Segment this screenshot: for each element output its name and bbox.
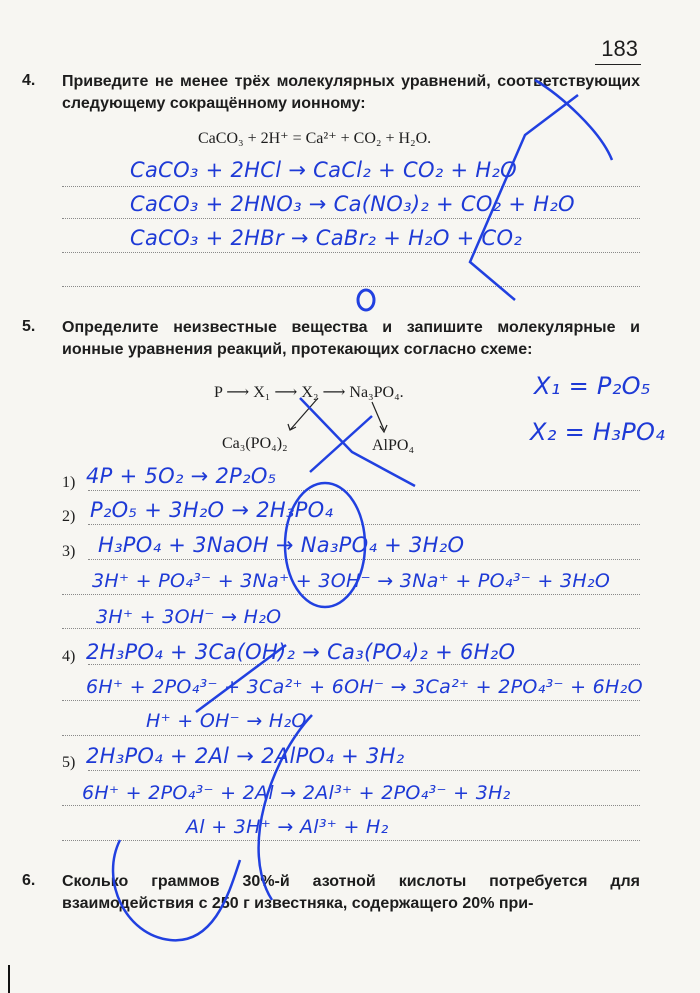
reaction-label-1: 1) <box>62 474 76 491</box>
reaction-4-molecular: 2H₃PO₄ + 3Ca(OH)₂ → Ca₃(PO₄)₂ + 6H₂O <box>86 640 516 664</box>
task-4-answer-2: CaCO₃ + 2HNO₃ → Ca(NO₃)₂ + CO₂ + H₂O <box>130 192 575 216</box>
reaction-4-ionic-short: H⁺ + OH⁻ → H₂O <box>146 710 307 732</box>
ink-circle-small <box>358 290 374 310</box>
ink-oval <box>285 483 365 607</box>
ink-scribble <box>113 840 240 940</box>
unknown-x2: X₂ = H₃PO₄ <box>530 418 666 446</box>
reaction-3-ionic-short: 3H⁺ + 3OH⁻ → H₂O <box>96 606 282 628</box>
unknown-x1: X₁ = P₂O₅ <box>534 372 651 400</box>
reaction-2: P₂O₅ + 3H₂O → 2H₃PO₄ <box>90 498 334 522</box>
reaction-3-ionic-full: 3H⁺ + PO₄³⁻ + 3Na⁺ + 3OH⁻ → 3Na⁺ + PO₄³⁻ + 3H₂O <box>92 570 611 592</box>
task-4-answer-1: CaCO₃ + 2HCl → CaCl₂ + CO₂ + H₂O <box>130 158 517 182</box>
reaction-label-3: 3) <box>62 543 76 560</box>
task-5-text: Определите неизвестные вещества и запишите молекулярные и ионные уравнения реакций, протекающих согласно схеме: <box>62 319 640 358</box>
scheme-main: P ⟶ X₁ ⟶ X₂ ⟶ Na₃PO₄. <box>214 384 404 401</box>
reaction-5-ionic-short: Al + 3H⁺ → Al³⁺ + H₂ <box>186 816 389 838</box>
ink-scribble <box>196 645 286 712</box>
task-4-answer-3: CaCO₃ + 2HBr → CaBr₂ + H₂O + CO₂ <box>130 226 523 250</box>
task-4-equation: CaCO₃ + 2H⁺ = Ca²⁺ + CO₂ + H₂O. <box>198 130 432 147</box>
reaction-3-molecular: H₃PO₄ + 3NaOH → Na₃PO₄ + 3H₂O <box>98 533 465 557</box>
scheme-bottom-right: AlPO₄ <box>372 437 415 454</box>
task-6-text: Сколько граммов 30%-й азотной кислоты потребуется для взаимодействия с 250 г известняка, содержащего 20% при- <box>62 873 640 912</box>
task-4-text: Приведите не менее трёх молекулярных уравнений, соответствующих следующему сокращённому ионному: <box>62 73 640 112</box>
ink-scribble <box>300 398 415 486</box>
reaction-1: 4P + 5O₂ → 2P₂O₅ <box>86 464 277 488</box>
ink-scribble <box>470 95 578 300</box>
task-4-number: 4. <box>22 72 36 89</box>
ink-scribble <box>310 416 372 472</box>
scheme-arrow-down-right <box>372 402 384 430</box>
reaction-label-5: 5) <box>62 754 76 771</box>
reaction-5-ionic-full: 6H⁺ + 2PO₄³⁻ + 2Al → 2Al³⁺ + 2PO₄³⁻ + 3H₂ <box>82 782 511 804</box>
ink-scribble <box>259 715 312 900</box>
reaction-label-2: 2) <box>62 508 76 525</box>
reaction-label-4: 4) <box>62 648 76 665</box>
scheme-bottom-left: Ca₃(PO₄)₂ <box>222 435 288 452</box>
reaction-4-ionic-full: 6H⁺ + 2PO₄³⁻ + 3Ca²⁺ + 6OH⁻ → 3Ca²⁺ + 2PO₄³⁻ + 6H₂O <box>86 676 643 698</box>
task-6-number: 6. <box>22 872 36 889</box>
reaction-5-molecular: 2H₃PO₄ + 2Al → 2AlPO₄ + 3H₂ <box>86 744 405 768</box>
task-5-number: 5. <box>22 318 36 335</box>
page-number: 183 <box>601 36 638 61</box>
